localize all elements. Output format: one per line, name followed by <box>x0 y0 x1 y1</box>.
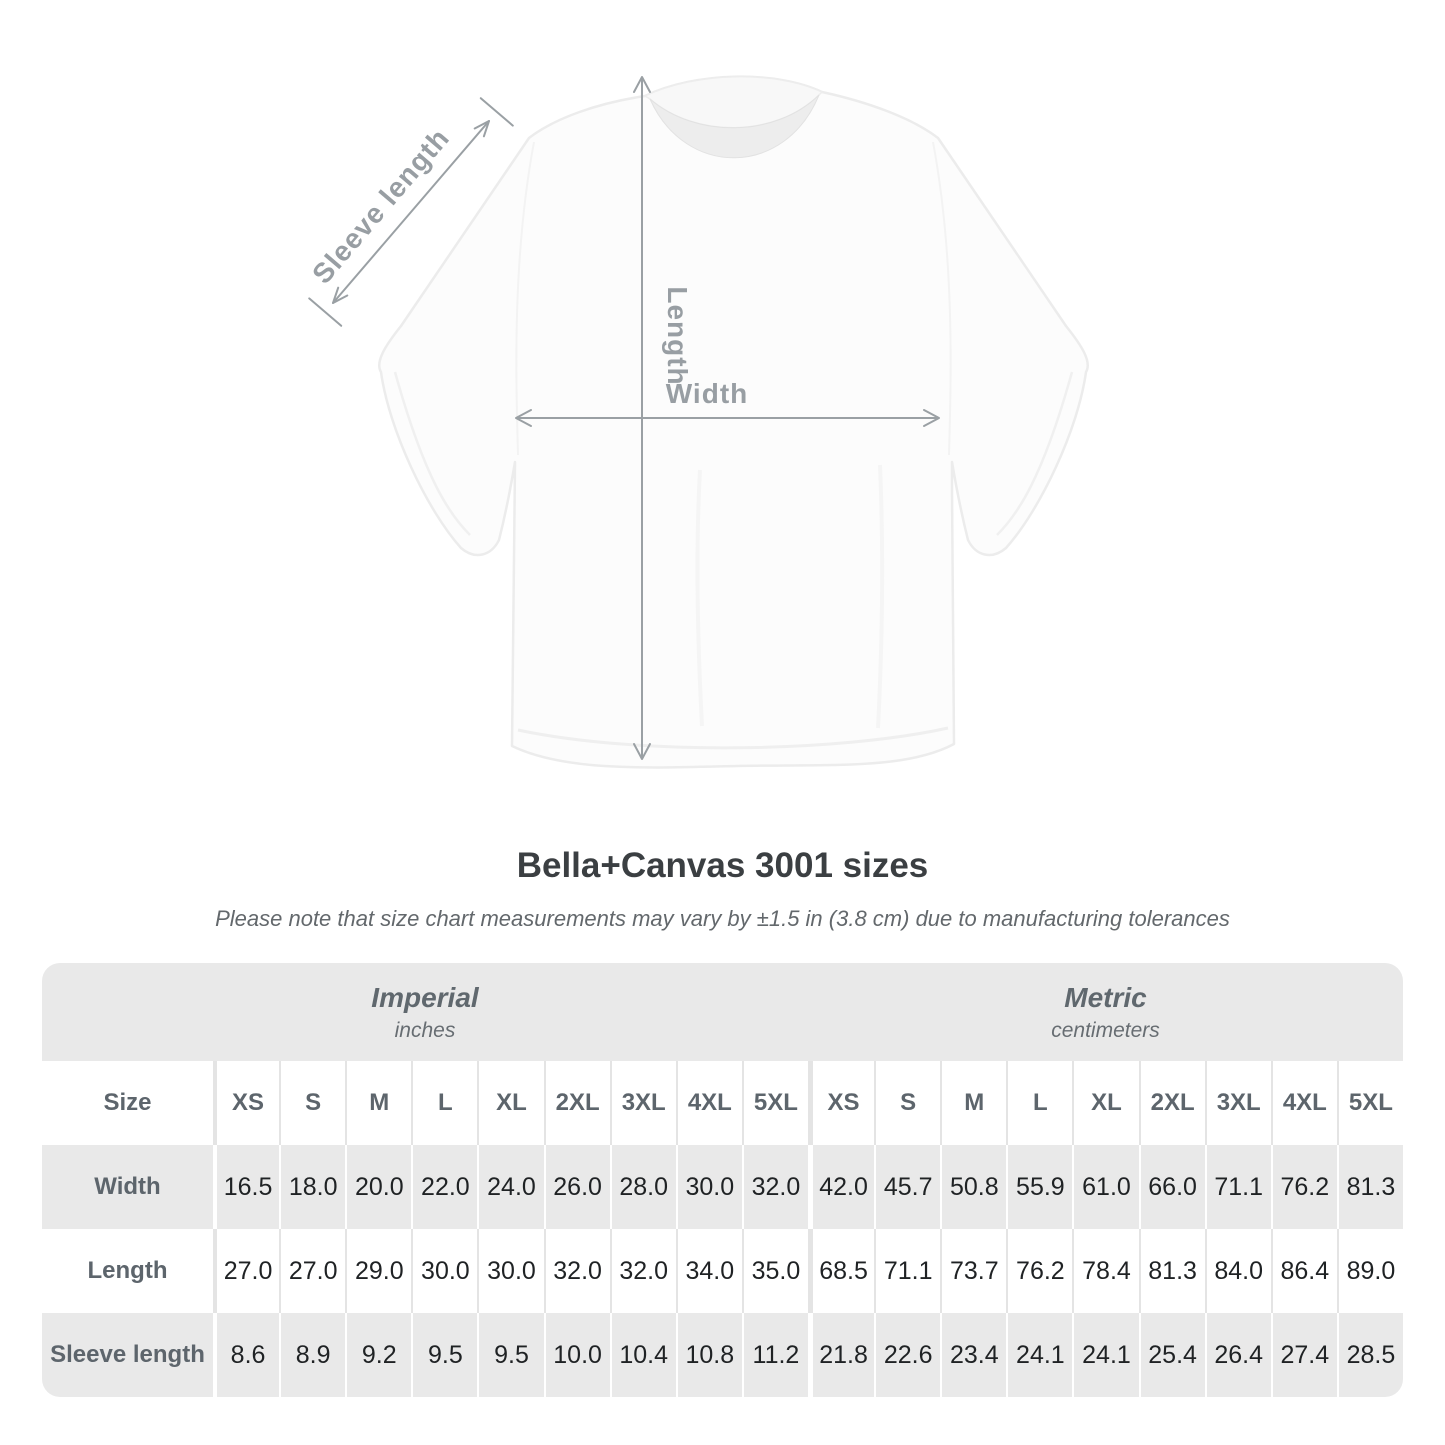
value-cell: 30.0 <box>411 1229 477 1313</box>
value-cell: 22.6 <box>874 1313 940 1397</box>
imperial-unit: inches <box>394 1018 456 1042</box>
imperial-header <box>42 963 808 1061</box>
metric-header <box>808 963 1403 1061</box>
metric-unit: centimeters <box>1051 1018 1160 1042</box>
value-cell: 11.2 <box>742 1313 808 1397</box>
row-label: Sleeve length <box>50 1341 205 1368</box>
size-col-header: L <box>1006 1061 1072 1145</box>
size-col-header: M <box>345 1061 411 1145</box>
value-cell: 16.5 <box>213 1145 279 1229</box>
value-cell: 9.2 <box>345 1313 411 1397</box>
size-table-rows <box>42 1061 1403 1397</box>
value-cell: 68.5 <box>808 1229 874 1313</box>
value-cell: 27.0 <box>279 1229 345 1313</box>
value-cell: 28.5 <box>1337 1313 1403 1397</box>
value-cell: 50.8 <box>940 1145 1006 1229</box>
size-col-header: XS <box>808 1061 874 1145</box>
value-cell: 55.9 <box>1006 1145 1072 1229</box>
sleeve-end-tick-bottom <box>309 298 341 325</box>
value-cell: 26.4 <box>1205 1313 1271 1397</box>
value-cell: 66.0 <box>1139 1145 1205 1229</box>
size-col-header: 3XL <box>610 1061 676 1145</box>
size-col-header: S <box>279 1061 345 1145</box>
metric-title: Metric <box>1064 981 1147 1013</box>
value-cell: 10.0 <box>544 1313 610 1397</box>
size-col-header: 4XL <box>676 1061 742 1145</box>
size-header-row <box>42 1061 1403 1145</box>
sleeve-end-tick-top <box>481 98 513 125</box>
size-corner-cell: Size <box>103 1089 152 1116</box>
value-cell: 8.9 <box>279 1313 345 1397</box>
value-cell: 23.4 <box>940 1313 1006 1397</box>
value-cell: 61.0 <box>1072 1145 1138 1229</box>
size-col-header: 4XL <box>1271 1061 1337 1145</box>
row-label: Length <box>87 1257 168 1284</box>
value-cell: 71.1 <box>1205 1145 1271 1229</box>
value-cell: 73.7 <box>940 1229 1006 1313</box>
measure-row-width <box>42 1145 1403 1229</box>
length-label: Length <box>662 286 693 386</box>
value-cell: 89.0 <box>1337 1229 1403 1313</box>
value-cell: 21.8 <box>808 1313 874 1397</box>
value-cell: 78.4 <box>1072 1229 1138 1313</box>
value-cell: 24.1 <box>1072 1313 1138 1397</box>
value-cell: 10.4 <box>610 1313 676 1397</box>
size-col-header: XS <box>213 1061 279 1145</box>
value-cell: 24.0 <box>477 1145 543 1229</box>
value-cell: 25.4 <box>1139 1313 1205 1397</box>
row-label: Width <box>94 1173 161 1200</box>
size-col-header: M <box>940 1061 1006 1145</box>
value-cell: 30.0 <box>676 1145 742 1229</box>
value-cell: 81.3 <box>1139 1229 1205 1313</box>
size-table <box>42 963 1403 1397</box>
value-cell: 29.0 <box>345 1229 411 1313</box>
value-cell: 45.7 <box>874 1145 940 1229</box>
value-cell: 20.0 <box>345 1145 411 1229</box>
size-col-header: XL <box>1072 1061 1138 1145</box>
size-col-header: 3XL <box>1205 1061 1271 1145</box>
value-cell: 32.0 <box>544 1229 610 1313</box>
value-cell: 9.5 <box>477 1313 543 1397</box>
value-cell: 71.1 <box>874 1229 940 1313</box>
sleeve-length-label: Sleeve length <box>306 122 456 290</box>
size-col-header: L <box>411 1061 477 1145</box>
value-cell: 34.0 <box>676 1229 742 1313</box>
value-cell: 10.8 <box>676 1313 742 1397</box>
page-title: Bella+Canvas 3001 sizes <box>516 846 929 885</box>
value-cell: 27.4 <box>1271 1313 1337 1397</box>
value-cell: 26.0 <box>544 1145 610 1229</box>
size-col-header: 2XL <box>1139 1061 1205 1145</box>
value-cell: 76.2 <box>1271 1145 1337 1229</box>
measure-row-length <box>42 1229 1403 1313</box>
tshirt-body <box>379 77 1088 768</box>
value-cell: 76.2 <box>1006 1229 1072 1313</box>
value-cell: 30.0 <box>477 1229 543 1313</box>
value-cell: 27.0 <box>213 1229 279 1313</box>
value-cell: 24.1 <box>1006 1313 1072 1397</box>
imperial-title: Imperial <box>371 981 479 1013</box>
value-cell: 42.0 <box>808 1145 874 1229</box>
size-col-header: XL <box>477 1061 543 1145</box>
size-col-header: S <box>874 1061 940 1145</box>
size-col-header: 5XL <box>742 1061 808 1145</box>
tolerance-note: Please note that size chart measurements may vary by ±1.5 in (3.8 cm) due to manufacturing tolerances <box>215 906 1230 931</box>
unit-header-band <box>42 963 1403 1061</box>
value-cell: 86.4 <box>1271 1229 1337 1313</box>
value-cell: 32.0 <box>610 1229 676 1313</box>
width-label: Width <box>665 378 749 409</box>
size-col-header: 5XL <box>1337 1061 1403 1145</box>
size-col-header: 2XL <box>544 1061 610 1145</box>
value-cell: 35.0 <box>742 1229 808 1313</box>
value-cell: 8.6 <box>213 1313 279 1397</box>
value-cell: 28.0 <box>610 1145 676 1229</box>
value-cell: 81.3 <box>1337 1145 1403 1229</box>
value-cell: 84.0 <box>1205 1229 1271 1313</box>
value-cell: 22.0 <box>411 1145 477 1229</box>
value-cell: 18.0 <box>279 1145 345 1229</box>
value-cell: 32.0 <box>742 1145 808 1229</box>
measure-row-sleeve-length <box>42 1313 1403 1397</box>
value-cell: 9.5 <box>411 1313 477 1397</box>
